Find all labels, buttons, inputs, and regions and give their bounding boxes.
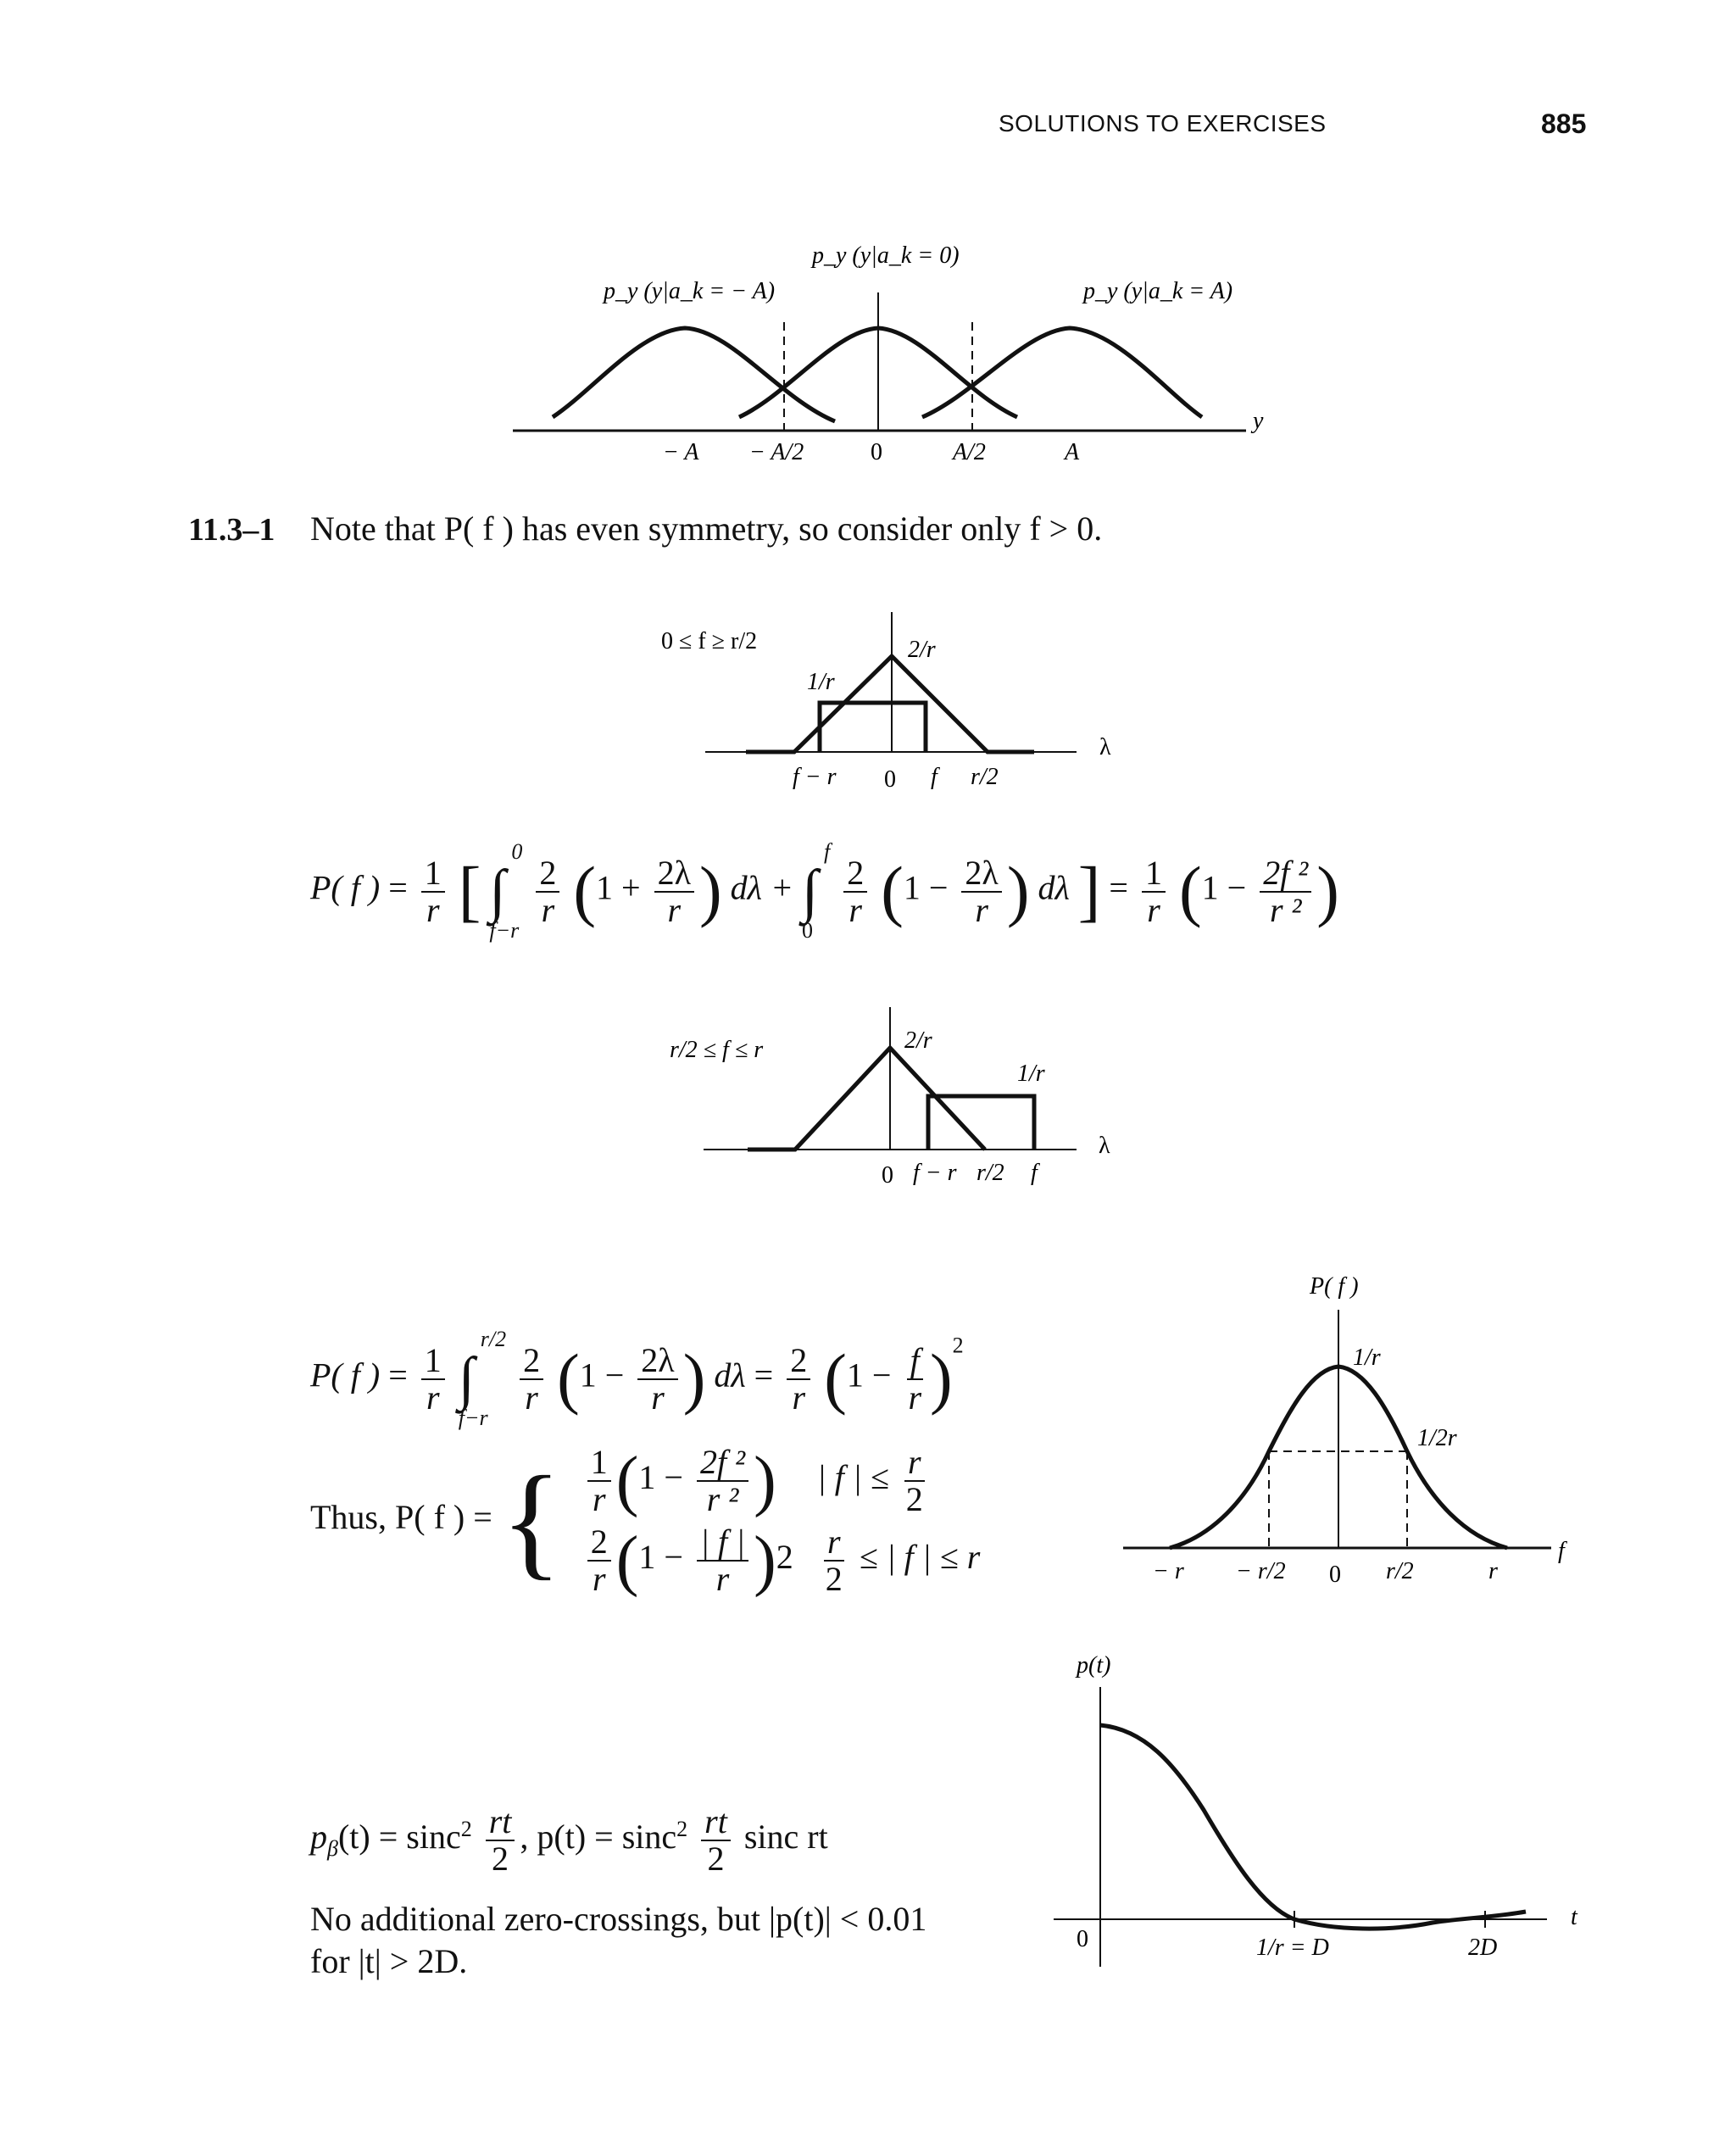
equation-p-t: $p_\beta(t) = \sin c^2$ $\frac{rt}{2}$ , p(t) = sinc$^2$ $\frac{rt}{2}$ sinc rt xyxy=(310,1802,828,1878)
tick-f: f xyxy=(1031,1160,1038,1186)
label-right-curve: p_y (y|a_k = A) xyxy=(1083,278,1233,304)
tick-f-minus-r: f − r xyxy=(913,1160,957,1186)
tick-half-a: A/2 xyxy=(953,439,986,465)
p-t-curve xyxy=(1100,1725,1526,1929)
convolution-figure-1 xyxy=(644,593,1153,805)
tick-one-over-r: 1/r = D xyxy=(1256,1935,1329,1961)
curve-plus-a xyxy=(922,328,1202,417)
axis-label-lambda: λ xyxy=(1099,734,1111,760)
convolution-figure-2 xyxy=(644,992,1153,1204)
tick-zero: 0 xyxy=(1077,1926,1088,1952)
pulse-figure xyxy=(1043,1636,1594,1992)
axis-label-y: y xyxy=(1253,408,1264,434)
conclusion-line-1: No additional zero-crossings, but |p(t)| < 0.01 xyxy=(310,1900,927,1938)
peak-label: 2/r xyxy=(904,1027,932,1054)
tick-zero: 0 xyxy=(884,766,896,793)
tick-f-minus-r: f − r xyxy=(793,764,837,790)
label-center-curve: p_y (y|a_k = 0) xyxy=(812,242,960,269)
tick-zero: 0 xyxy=(1329,1562,1341,1585)
tick-minus-r: − r xyxy=(1153,1558,1184,1584)
figure-title: p(t) xyxy=(1077,1652,1111,1679)
axis-label-lambda: λ xyxy=(1099,1133,1110,1159)
triangle-shape xyxy=(748,1048,985,1150)
peak-label: 1/r xyxy=(1353,1345,1381,1371)
tick-r-half: r/2 xyxy=(976,1160,1004,1186)
tick-2d: 2D xyxy=(1468,1935,1498,1961)
running-title: SOLUTIONS TO EXERCISES xyxy=(999,110,1327,136)
page-number: 885 xyxy=(1541,109,1587,139)
likelihood-figure xyxy=(500,229,1297,483)
tick-minus-r-half: − r/2 xyxy=(1236,1558,1286,1584)
axis-label-f: f xyxy=(1558,1538,1565,1564)
label-left-curve: p_y (y|a_k = − A) xyxy=(604,278,776,304)
condition-label: r/2 ≤ f ≤ r xyxy=(670,1037,764,1063)
tick-r: r xyxy=(1488,1558,1498,1584)
tick-minus-a: − A xyxy=(663,439,699,465)
tick-a: A xyxy=(1065,439,1080,465)
rect-label: 1/r xyxy=(807,669,835,695)
equation-p-f-case2: P( f ) = $\frac{1}{r}$ r/2 ∫ f−r $\frac{2}{r}$ (1 − $\frac{2\lambda}{r}$ ) dλ = $\frac{2}{r}$ (1 − $\frac{f}{r}$ )$^2$ xyxy=(310,1327,964,1430)
tick-r-half: r/2 xyxy=(971,764,999,790)
axis-label-t: t xyxy=(1571,1904,1577,1930)
exercise-number: 11.3–1 xyxy=(188,512,275,548)
figure-title: P( f ) xyxy=(1310,1273,1359,1300)
tick-zero: 0 xyxy=(882,1162,893,1189)
peak-label: 2/r xyxy=(908,637,936,663)
spectrum-figure xyxy=(1102,1255,1594,1585)
equation-p-f-case1: P( f ) = $\frac{1}{r}$ [ 0 ∫ f−r $\frac{2}{r}$ (1 + $\frac{2\lambda}{r}$ ) dλ + f ∫ 0 $\frac{2}{r}$ (1 − $\frac{2\lambda}{r}$ ) dλ ] = $\frac{1}{r}$ (1 − $\frac{\text{2f ²}}{\text{r ²}}$ ) xyxy=(310,839,1339,943)
exercise-intro: Note that P( f ) has even symmetry, so consider only f > 0. xyxy=(310,509,1103,548)
tick-f: f xyxy=(931,764,938,790)
rect-label: 1/r xyxy=(1017,1061,1045,1087)
half-label: 1/2r xyxy=(1417,1425,1457,1451)
conclusion-line-2: for |t| > 2D. xyxy=(310,1942,468,1980)
tick-zero: 0 xyxy=(871,439,882,465)
equation-piecewise: Thus, P( f ) = { $\frac{1}{r}$ (1 − $\frac{\text{2f ²}}{\text{r ²}}$ ) | f | ≤ $\frac{r}{2}$ $\frac{2}{r}$ (1 − $\frac{| f |}{r}$ )2 $\frac{r}{2}$ ≤ | f | ≤ r xyxy=(310,1443,981,1598)
curve-minus-a xyxy=(553,328,835,421)
tick-minus-half-a: − A/2 xyxy=(749,439,804,465)
condition-label: 0 ≤ f ≥ r/2 xyxy=(661,628,758,654)
tick-r-half: r/2 xyxy=(1386,1558,1414,1584)
